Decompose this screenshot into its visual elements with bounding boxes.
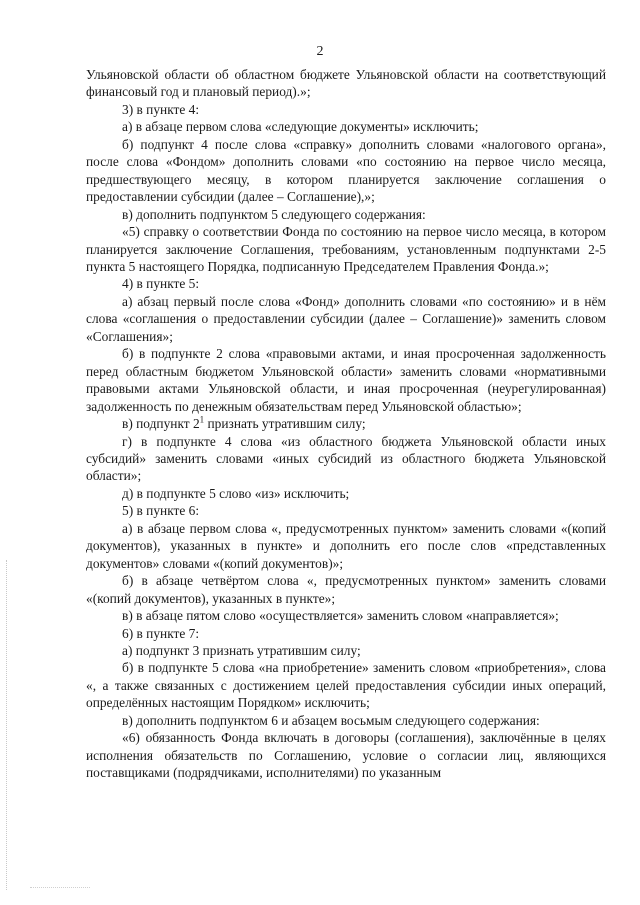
paragraph: д) в подпункте 5 слово «из» исключить; <box>122 485 350 501</box>
paragraph: б) в подпункте 5 слова «на приобретение» заменить словом «приобретения», слова «, а также связанных с достижением целей предоставления субсидии иных операций, определённых настоящим Порядком» исключить; <box>86 660 606 711</box>
paragraph: «6) обязанность Фонда включать в договоры (соглашения), заключённые в целях исполнения обязательств по Соглашению, условие о согласии лиц, являющихся поставщиками (подрядчиками, исполнителями) по указанным <box>86 730 606 781</box>
paragraph: 4) в пункте 5: <box>122 276 200 292</box>
paragraph: «5) справку о соответствии Фонда по состоянию на первое число месяца, в котором планируется заключение Соглашения, требованиям, установленным подпунктами 2-5 пункта 5 настоящего Порядка, подписанную Председателем Правления Фонда.»; <box>86 224 606 274</box>
paragraph: 5) в пункте 6: <box>122 503 200 519</box>
paragraph-text: в) подпункт 2 <box>122 416 200 432</box>
paragraph: в) дополнить подпунктом 6 и абзацем восьмым следующего содержания: <box>122 712 540 728</box>
paragraph: а) абзац первый после слова «Фонд» дополнить словами «по состоянию» и в нём слова «соглашения о предоставлении субсидии (далее – Соглашение)» заменить словом «Соглашения»; <box>86 293 606 344</box>
paragraph: 6) в пункте 7: <box>122 625 200 641</box>
paragraph: б) в абзаце четвёртом слова «, предусмотренных пунктом» заменить словами «(копий документов), указанных в пункте»; <box>86 573 606 606</box>
paragraph: а) в абзаце первом слова «, предусмотренных пунктом» заменить словами «(копий документов), указанных в пункте» и дополнить его после слов «представленных документов» словами «(копий документов)»; <box>86 520 606 571</box>
paragraph: б) подпункт 4 после слова «справку» дополнить словами «налогового органа», после слова «Фондом» дополнить словами «по состоянию на первое число месяца, предшествующего месяцу, в котором планируется заключение соглашения о предоставлении субсидии (далее – Соглашение),»; <box>86 136 606 205</box>
paragraph: а) подпункт 3 признать утратившим силу; <box>122 642 361 658</box>
scan-footer-marks <box>30 887 90 889</box>
page-number: 2 <box>316 44 324 59</box>
paragraph: 3) в пункте 4: <box>122 101 200 117</box>
paragraph: Ульяновской области об областном бюджете Ульяновской области на соответствующий финансовый год и плановый период).»; <box>86 67 606 100</box>
paragraph: б) в подпункте 2 слова «правовыми актами, и иная просроченная задолженность перед областным бюджетом Ульяновской области» заменить словами «нормативными правовыми актами Ульяновской области, и иная просроченная (неурегулированная) задолженность по денежным обязательствам перед Ульяновской областью»; <box>86 346 606 414</box>
paragraph-text: признать утратившим силу; <box>204 416 366 432</box>
paragraph: в) дополнить подпунктом 5 следующего содержания: <box>122 206 426 222</box>
document-body <box>86 66 606 782</box>
paragraph: в) в абзаце пятом слово «осуществляется» заменить словом «направляется»; <box>122 608 559 624</box>
paragraph: а) в абзаце первом слова «следующие документы» исключить; <box>122 119 479 135</box>
superscript: 1 <box>199 414 205 425</box>
paragraph <box>86 415 606 432</box>
scan-edge-marks <box>6 560 8 890</box>
paragraph: г) в подпункте 4 слова «из областного бюджета Ульяновской области иных субсидий» заменить словами «иных субсидий из областного бюджета Ульяновской области»; <box>86 433 606 484</box>
